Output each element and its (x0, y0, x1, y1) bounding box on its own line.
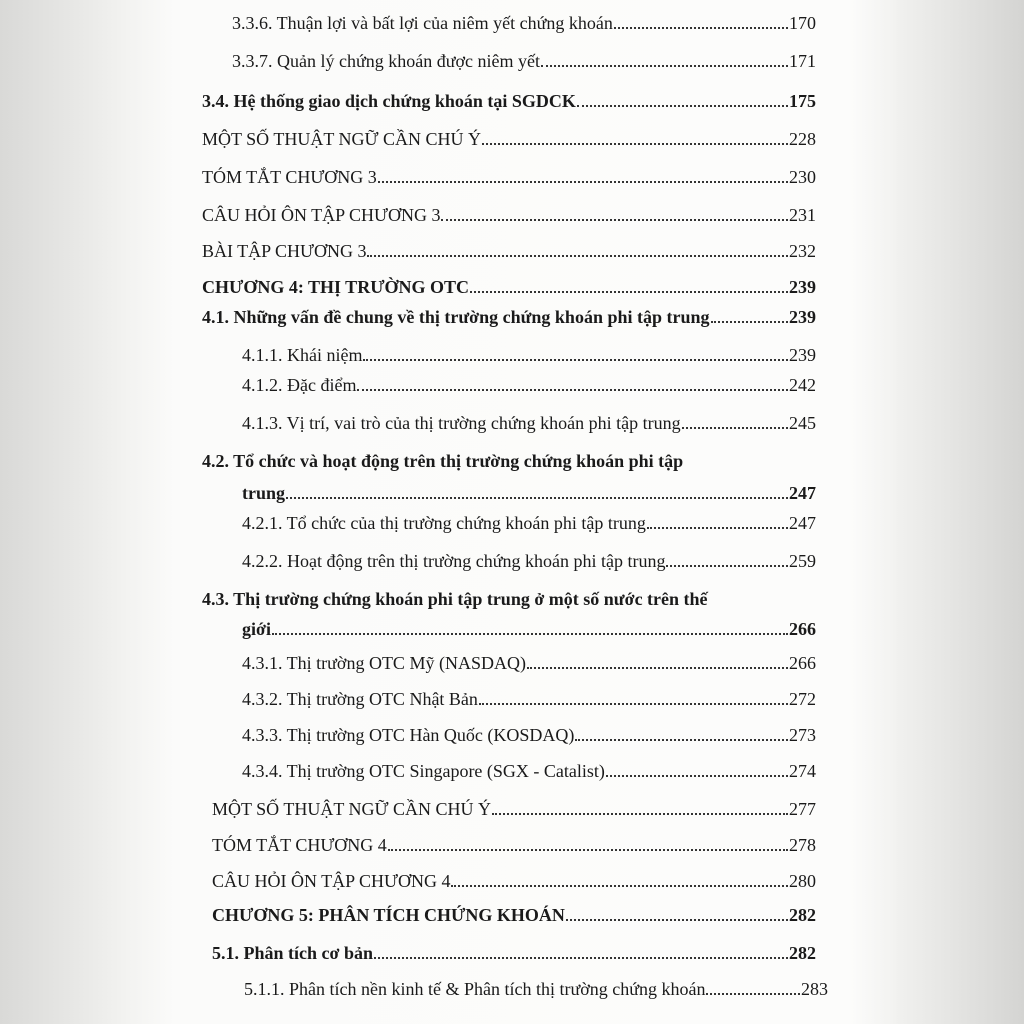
toc-entry (242, 724, 816, 746)
toc-leader-dots (374, 957, 788, 959)
toc-entry (242, 550, 816, 572)
toc-entry-label: 4.1. Những vấn đề chung về thị trường chứng khoán phi tập trung (202, 307, 710, 327)
toc-entry-label: CÂU HỎI ÔN TẬP CHƯƠNG 4 (212, 871, 451, 891)
toc-leader-dots (272, 633, 788, 635)
toc-entry-label: CHƯƠNG 4: THỊ TRƯỜNG OTC (202, 277, 470, 297)
toc-entry-label: 4.2.2. Hoạt động trên thị trường chứng khoán phi tập trung (242, 551, 666, 571)
toc-entry (244, 978, 828, 1000)
toc-entry-page: 266 (789, 619, 816, 639)
toc-entry-label: 4.3.3. Thị trường OTC Hàn Quốc (KOSDAQ) (242, 725, 575, 745)
toc-entry (212, 798, 816, 820)
toc-entry-label: TÓM TẮT CHƯƠNG 4 (212, 835, 387, 855)
toc-entry-page: 280 (789, 871, 816, 891)
toc-entry-label: CÂU HỎI ÔN TẬP CHƯƠNG 3 (202, 205, 441, 225)
toc-entry-page: 239 (789, 345, 816, 365)
toc-entry-page: 171 (789, 51, 816, 71)
toc-entry (242, 652, 816, 674)
toc-entry-label: 4.1.1. Khái niệm (242, 345, 363, 365)
toc-leader-dots (470, 291, 788, 293)
toc-entry (202, 306, 816, 328)
toc-entry (202, 204, 816, 226)
toc-entry (242, 618, 816, 640)
toc-entry-page: 259 (789, 551, 816, 571)
toc-entry (202, 166, 816, 188)
toc-entry-label: 3.3.7. Quản lý chứng khoán được niêm yết (232, 51, 540, 71)
toc-entry-page: 274 (789, 761, 816, 781)
toc-leader-dots (388, 849, 788, 851)
toc-entry-page: 245 (789, 413, 816, 433)
toc-entry-label: 4.3.2. Thị trường OTC Nhật Bản (242, 689, 478, 709)
toc-entry-page: 175 (789, 91, 816, 111)
toc-leader-dots (441, 219, 788, 221)
toc-entry-label: MỘT SỐ THUẬT NGỮ CẦN CHÚ Ý (202, 129, 481, 149)
toc-entry (242, 512, 816, 534)
toc-entry-page: 170 (789, 13, 816, 33)
toc-entry-page: 232 (789, 241, 816, 261)
toc-entry-page: 277 (789, 799, 816, 819)
toc-entry (242, 412, 816, 434)
background-right (896, 0, 1024, 1024)
toc-entry-label: 5.1. Phân tích cơ bản (212, 943, 373, 963)
background-left (0, 0, 128, 1024)
toc-entry (212, 942, 816, 964)
toc-entry-page: 242 (789, 375, 816, 395)
toc-entry-label: 4.2. Tổ chức và hoạt động trên thị trường chứng khoán phi tập (202, 451, 684, 471)
toc-leader-dots (614, 27, 788, 29)
toc-leader-dots (575, 739, 788, 741)
toc-entry-label: 4.3. Thị trường chứng khoán phi tập trung ở một số nước trên thế (202, 589, 708, 609)
toc-leader-dots (367, 255, 788, 257)
toc-leader-dots (706, 993, 800, 995)
toc-entry-page: 283 (801, 979, 828, 999)
toc-entry-label: BÀI TẬP CHƯƠNG 3 (202, 241, 367, 261)
toc-entry-page: 247 (789, 513, 816, 533)
toc-entry-page: 266 (789, 653, 816, 673)
toc-leader-dots (482, 143, 788, 145)
toc-entry-continuation: trung (242, 483, 286, 503)
toc-entry-label: 4.3.4. Thị trường OTC Singapore (SGX - Catalist) (242, 761, 605, 781)
book-page (128, 0, 896, 1024)
toc-entry-page: 273 (789, 725, 816, 745)
toc-entry-label: MỘT SỐ THUẬT NGỮ CẦN CHÚ Ý (212, 799, 491, 819)
toc-leader-dots (527, 667, 788, 669)
toc-entry (202, 276, 816, 298)
toc-entry-page: 247 (789, 483, 816, 503)
toc-leader-dots (711, 321, 789, 323)
toc-entry-label: TÓM TẮT CHƯƠNG 3 (202, 167, 377, 187)
toc-entry-label: 3.4. Hệ thống giao dịch chứng khoán tại SGDCK (202, 91, 576, 111)
toc-entry-page: 282 (789, 943, 816, 963)
toc-leader-dots (682, 427, 788, 429)
toc-entry (202, 90, 816, 112)
toc-entry (212, 904, 816, 926)
toc-leader-dots (286, 497, 788, 499)
toc-entry-label: 4.1.3. Vị trí, vai trò của thị trường chứng khoán phi tập trung (242, 413, 681, 433)
toc-entry-page: 272 (789, 689, 816, 709)
toc-entry-page: 239 (789, 277, 816, 297)
toc-entry (242, 374, 816, 396)
toc-leader-dots (541, 65, 788, 67)
toc-leader-dots (566, 919, 788, 921)
toc-leader-dots (357, 389, 788, 391)
toc-leader-dots (577, 105, 788, 107)
toc-entry (242, 344, 816, 366)
toc-leader-dots (647, 527, 788, 529)
toc-entry (212, 870, 816, 892)
toc-entry (202, 128, 816, 150)
toc-entry-page: 282 (789, 905, 816, 925)
toc-entry-label: 3.3.6. Thuận lợi và bất lợi của niêm yết chứng khoán (232, 13, 613, 33)
toc-entry-page: 228 (789, 129, 816, 149)
toc-entry (212, 834, 816, 856)
toc-leader-dots (492, 813, 788, 815)
toc-entry-label: 4.2.1. Tổ chức của thị trường chứng khoán phi tập trung (242, 513, 646, 533)
toc-entry-page: 230 (789, 167, 816, 187)
toc-entry (232, 50, 816, 72)
toc-entry-label: 5.1.1. Phân tích nền kinh tế & Phân tích thị trường chứng khoán (244, 979, 706, 999)
toc-entry-label: CHƯƠNG 5: PHÂN TÍCH CHỨNG KHOÁN (212, 905, 565, 925)
toc-entry-label: 4.3.1. Thị trường OTC Mỹ (NASDAQ) (242, 653, 526, 673)
toc-entry-page: 239 (789, 307, 816, 327)
toc-entry-continuation: giới (242, 619, 271, 639)
toc-leader-dots (479, 703, 788, 705)
toc-entry (242, 482, 816, 504)
toc-entry-page: 231 (789, 205, 816, 225)
toc-leader-dots (606, 775, 788, 777)
toc-entry-label: 4.1.2. Đặc điểm (242, 375, 357, 395)
toc-entry (242, 688, 816, 710)
toc-leader-dots (666, 565, 788, 567)
toc-entry-page: 278 (789, 835, 816, 855)
toc-leader-dots (451, 885, 788, 887)
toc-leader-dots (363, 359, 788, 361)
toc-entry (242, 760, 816, 782)
toc-leader-dots (378, 181, 788, 183)
toc-entry (202, 240, 816, 262)
toc-entry (232, 12, 816, 34)
